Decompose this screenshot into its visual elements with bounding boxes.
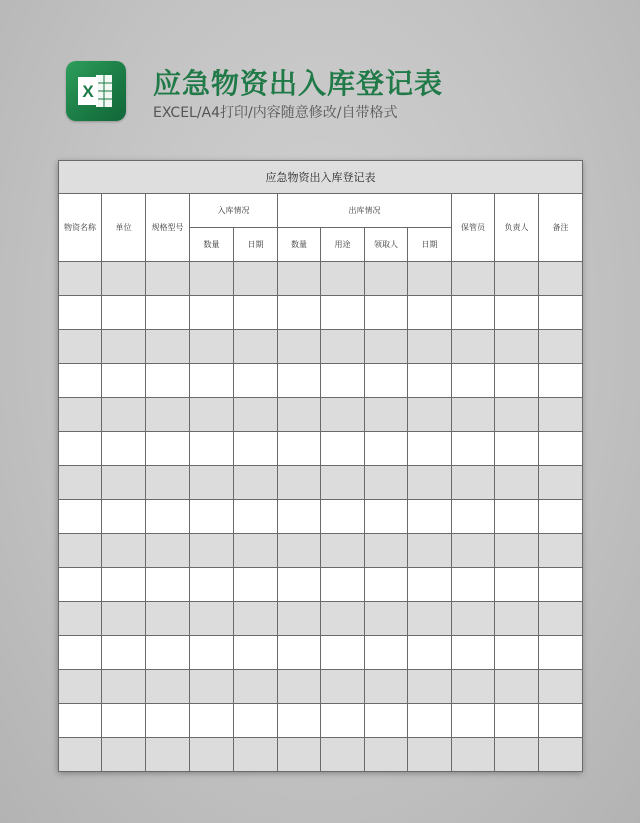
table-cell[interactable] bbox=[495, 602, 539, 636]
col-header-in-group: 入库情况 bbox=[190, 194, 278, 228]
table-cell[interactable] bbox=[452, 602, 495, 636]
table-cell[interactable] bbox=[190, 466, 234, 500]
table-cell[interactable] bbox=[365, 262, 408, 296]
table-cell[interactable] bbox=[408, 500, 452, 534]
table-cell[interactable] bbox=[452, 432, 495, 466]
table-cell[interactable] bbox=[452, 534, 495, 568]
table-cell[interactable] bbox=[190, 636, 234, 670]
register-table bbox=[58, 160, 583, 772]
table-cell[interactable] bbox=[539, 738, 583, 772]
table-cell[interactable] bbox=[146, 296, 190, 330]
table-cell[interactable] bbox=[278, 262, 321, 296]
table-cell[interactable] bbox=[102, 568, 146, 602]
table-cell[interactable] bbox=[59, 704, 102, 738]
table-row bbox=[59, 330, 583, 364]
table-cell[interactable] bbox=[495, 500, 539, 534]
table-cell[interactable] bbox=[146, 262, 190, 296]
table-cell[interactable] bbox=[59, 602, 102, 636]
table-cell[interactable] bbox=[234, 568, 278, 602]
table-cell[interactable] bbox=[278, 466, 321, 500]
table-cell[interactable] bbox=[495, 636, 539, 670]
table-row bbox=[59, 568, 583, 602]
table-row bbox=[59, 670, 583, 704]
table-cell[interactable] bbox=[234, 636, 278, 670]
table-row bbox=[59, 500, 583, 534]
table-cell[interactable] bbox=[408, 262, 452, 296]
excel-icon bbox=[66, 61, 126, 121]
table-cell[interactable] bbox=[190, 602, 234, 636]
table-cell[interactable] bbox=[321, 500, 365, 534]
table-cell[interactable] bbox=[321, 704, 365, 738]
table-cell[interactable] bbox=[539, 432, 583, 466]
table-cell[interactable] bbox=[234, 602, 278, 636]
table-cell[interactable] bbox=[365, 738, 408, 772]
table-cell[interactable] bbox=[102, 262, 146, 296]
table-cell[interactable] bbox=[365, 296, 408, 330]
table-cell[interactable] bbox=[321, 670, 365, 704]
table-cell[interactable] bbox=[59, 398, 102, 432]
table-cell[interactable] bbox=[452, 636, 495, 670]
table-cell[interactable] bbox=[146, 704, 190, 738]
page-title: 应急物资出入库登记表 bbox=[153, 67, 444, 100]
table-cell[interactable] bbox=[146, 466, 190, 500]
table-cell[interactable] bbox=[190, 500, 234, 534]
table-cell[interactable] bbox=[539, 364, 583, 398]
table-cell[interactable] bbox=[365, 670, 408, 704]
col-header-out-date: 日期 bbox=[408, 228, 452, 262]
table-cell[interactable] bbox=[278, 602, 321, 636]
table-cell[interactable] bbox=[365, 636, 408, 670]
table-cell[interactable] bbox=[365, 330, 408, 364]
table-cell[interactable] bbox=[365, 568, 408, 602]
table-cell[interactable] bbox=[539, 262, 583, 296]
table-cell[interactable] bbox=[321, 534, 365, 568]
table-cell[interactable] bbox=[408, 398, 452, 432]
table-row bbox=[59, 704, 583, 738]
table-cell[interactable] bbox=[495, 704, 539, 738]
col-header-spec: 规格型号 bbox=[146, 194, 190, 262]
table-cell[interactable] bbox=[539, 568, 583, 602]
table-row bbox=[59, 602, 583, 636]
table-cell[interactable] bbox=[190, 432, 234, 466]
table-cell[interactable] bbox=[102, 670, 146, 704]
table-cell[interactable] bbox=[365, 364, 408, 398]
table-row bbox=[59, 296, 583, 330]
table-cell[interactable] bbox=[146, 636, 190, 670]
table-cell[interactable] bbox=[452, 364, 495, 398]
table-cell[interactable] bbox=[278, 568, 321, 602]
table-cell[interactable] bbox=[321, 738, 365, 772]
table-cell[interactable] bbox=[539, 704, 583, 738]
table-row bbox=[59, 466, 583, 500]
table-cell[interactable] bbox=[234, 670, 278, 704]
table-cell[interactable] bbox=[278, 738, 321, 772]
table-cell[interactable] bbox=[452, 398, 495, 432]
table-cell[interactable] bbox=[234, 500, 278, 534]
table-cell[interactable] bbox=[59, 262, 102, 296]
table-cell[interactable] bbox=[321, 330, 365, 364]
table-cell[interactable] bbox=[321, 432, 365, 466]
table-cell[interactable] bbox=[408, 738, 452, 772]
table-cell[interactable] bbox=[190, 704, 234, 738]
table-cell[interactable] bbox=[321, 636, 365, 670]
page-subtitle: EXCEL/A4打印/内容随意修改/自带格式 bbox=[153, 105, 398, 121]
table-cell[interactable] bbox=[59, 568, 102, 602]
table-cell[interactable] bbox=[539, 398, 583, 432]
col-header-out-group: 出库情况 bbox=[278, 194, 452, 228]
table-cell[interactable] bbox=[278, 296, 321, 330]
table-cell[interactable] bbox=[408, 466, 452, 500]
table-cell[interactable] bbox=[190, 398, 234, 432]
table-cell[interactable] bbox=[495, 364, 539, 398]
table-cell[interactable] bbox=[102, 636, 146, 670]
table-cell[interactable] bbox=[321, 398, 365, 432]
table-cell[interactable] bbox=[59, 432, 102, 466]
table-cell[interactable] bbox=[495, 738, 539, 772]
table-cell[interactable] bbox=[59, 534, 102, 568]
table-cell[interactable] bbox=[408, 296, 452, 330]
spreadsheet-sheet bbox=[58, 160, 582, 771]
table-cell[interactable] bbox=[278, 432, 321, 466]
table-cell[interactable] bbox=[59, 466, 102, 500]
table-cell[interactable] bbox=[495, 670, 539, 704]
table-cell[interactable] bbox=[365, 398, 408, 432]
table-cell[interactable] bbox=[539, 670, 583, 704]
table-cell[interactable] bbox=[365, 432, 408, 466]
table-cell[interactable] bbox=[234, 738, 278, 772]
table-cell[interactable] bbox=[495, 466, 539, 500]
table-row bbox=[59, 738, 583, 772]
table-cell[interactable] bbox=[146, 568, 190, 602]
col-header-name: 物资名称 bbox=[59, 194, 102, 262]
table-cell[interactable] bbox=[278, 398, 321, 432]
table-cell[interactable] bbox=[59, 500, 102, 534]
table-cell[interactable] bbox=[234, 704, 278, 738]
table-cell[interactable] bbox=[321, 364, 365, 398]
col-header-out-qty: 数量 bbox=[278, 228, 321, 262]
table-cell[interactable] bbox=[278, 704, 321, 738]
table-cell[interactable] bbox=[495, 330, 539, 364]
table-cell[interactable] bbox=[278, 330, 321, 364]
table-cell[interactable] bbox=[495, 568, 539, 602]
table-row bbox=[59, 398, 583, 432]
table-cell[interactable] bbox=[146, 534, 190, 568]
table-cell[interactable] bbox=[278, 534, 321, 568]
table-cell[interactable] bbox=[452, 330, 495, 364]
table-cell[interactable] bbox=[408, 636, 452, 670]
table-cell[interactable] bbox=[539, 296, 583, 330]
col-header-remark: 备注 bbox=[539, 194, 583, 262]
table-caption: 应急物资出入库登记表 bbox=[59, 161, 583, 194]
table-cell[interactable] bbox=[452, 466, 495, 500]
table-cell[interactable] bbox=[59, 670, 102, 704]
table-cell[interactable] bbox=[59, 636, 102, 670]
table-cell[interactable] bbox=[408, 602, 452, 636]
table-cell[interactable] bbox=[234, 432, 278, 466]
table-cell[interactable] bbox=[539, 534, 583, 568]
table-cell[interactable] bbox=[59, 738, 102, 772]
table-cell[interactable] bbox=[321, 466, 365, 500]
table-cell[interactable] bbox=[539, 330, 583, 364]
table-cell[interactable] bbox=[102, 738, 146, 772]
col-header-unit: 单位 bbox=[102, 194, 146, 262]
table-cell[interactable] bbox=[102, 704, 146, 738]
table-cell[interactable] bbox=[278, 670, 321, 704]
table-row bbox=[59, 534, 583, 568]
table-cell[interactable] bbox=[146, 670, 190, 704]
table-cell[interactable] bbox=[102, 398, 146, 432]
table-cell[interactable] bbox=[495, 296, 539, 330]
table-cell[interactable] bbox=[408, 330, 452, 364]
table-cell[interactable] bbox=[321, 296, 365, 330]
table-cell[interactable] bbox=[102, 602, 146, 636]
table-cell[interactable] bbox=[408, 364, 452, 398]
table-cell[interactable] bbox=[234, 296, 278, 330]
table-cell[interactable] bbox=[452, 262, 495, 296]
table-cell[interactable] bbox=[146, 432, 190, 466]
table-cell[interactable] bbox=[190, 296, 234, 330]
table-cell[interactable] bbox=[452, 738, 495, 772]
table-cell[interactable] bbox=[452, 670, 495, 704]
table-cell[interactable] bbox=[234, 330, 278, 364]
table-cell[interactable] bbox=[365, 602, 408, 636]
table-row bbox=[59, 432, 583, 466]
table-cell[interactable] bbox=[190, 330, 234, 364]
table-cell[interactable] bbox=[102, 500, 146, 534]
table-cell[interactable] bbox=[321, 602, 365, 636]
table-cell[interactable] bbox=[539, 466, 583, 500]
table-cell[interactable] bbox=[495, 534, 539, 568]
table-row bbox=[59, 636, 583, 670]
table-cell[interactable] bbox=[146, 398, 190, 432]
svg-text:X: X bbox=[82, 82, 94, 101]
table-cell[interactable] bbox=[59, 330, 102, 364]
table-cell[interactable] bbox=[365, 500, 408, 534]
table-cell[interactable] bbox=[146, 738, 190, 772]
table-cell[interactable] bbox=[408, 568, 452, 602]
table-cell[interactable] bbox=[452, 296, 495, 330]
table-cell[interactable] bbox=[452, 500, 495, 534]
table-cell[interactable] bbox=[102, 432, 146, 466]
table-cell[interactable] bbox=[59, 364, 102, 398]
table-cell[interactable] bbox=[408, 670, 452, 704]
col-header-out-receiver: 领取人 bbox=[365, 228, 408, 262]
table-cell[interactable] bbox=[234, 398, 278, 432]
table-cell[interactable] bbox=[190, 568, 234, 602]
col-header-in-date: 日期 bbox=[234, 228, 278, 262]
table-cell[interactable] bbox=[102, 534, 146, 568]
table-cell[interactable] bbox=[190, 262, 234, 296]
table-cell[interactable] bbox=[539, 636, 583, 670]
table-cell[interactable] bbox=[102, 330, 146, 364]
table-cell[interactable] bbox=[452, 568, 495, 602]
table-cell[interactable] bbox=[321, 568, 365, 602]
col-header-keeper: 保管员 bbox=[452, 194, 495, 262]
table-cell[interactable] bbox=[59, 296, 102, 330]
table-cell[interactable] bbox=[495, 432, 539, 466]
table-cell[interactable] bbox=[365, 534, 408, 568]
table-cell[interactable] bbox=[102, 466, 146, 500]
table-cell[interactable] bbox=[321, 262, 365, 296]
col-header-out-use: 用途 bbox=[321, 228, 365, 262]
table-row bbox=[59, 364, 583, 398]
table-cell[interactable] bbox=[365, 466, 408, 500]
table-cell[interactable] bbox=[190, 534, 234, 568]
table-cell[interactable] bbox=[102, 296, 146, 330]
table-cell[interactable] bbox=[408, 432, 452, 466]
col-header-in-qty: 数量 bbox=[190, 228, 234, 262]
table-cell[interactable] bbox=[495, 262, 539, 296]
table-cell[interactable] bbox=[146, 364, 190, 398]
table-cell[interactable] bbox=[539, 602, 583, 636]
table-cell[interactable] bbox=[408, 704, 452, 738]
table-cell[interactable] bbox=[102, 364, 146, 398]
table-cell[interactable] bbox=[234, 466, 278, 500]
table-cell[interactable] bbox=[452, 704, 495, 738]
table-cell[interactable] bbox=[495, 398, 539, 432]
table-cell[interactable] bbox=[190, 364, 234, 398]
table-cell[interactable] bbox=[234, 262, 278, 296]
table-cell[interactable] bbox=[234, 534, 278, 568]
table-cell[interactable] bbox=[539, 500, 583, 534]
table-cell[interactable] bbox=[278, 636, 321, 670]
table-cell[interactable] bbox=[190, 738, 234, 772]
table-cell[interactable] bbox=[190, 670, 234, 704]
table-cell[interactable] bbox=[146, 330, 190, 364]
table-cell[interactable] bbox=[146, 602, 190, 636]
table-cell[interactable] bbox=[146, 500, 190, 534]
table-cell[interactable] bbox=[365, 704, 408, 738]
table-cell[interactable] bbox=[278, 364, 321, 398]
table-cell[interactable] bbox=[408, 534, 452, 568]
table-cell[interactable] bbox=[278, 500, 321, 534]
table-row bbox=[59, 262, 583, 296]
col-header-owner: 负责人 bbox=[495, 194, 539, 262]
table-cell[interactable] bbox=[234, 364, 278, 398]
